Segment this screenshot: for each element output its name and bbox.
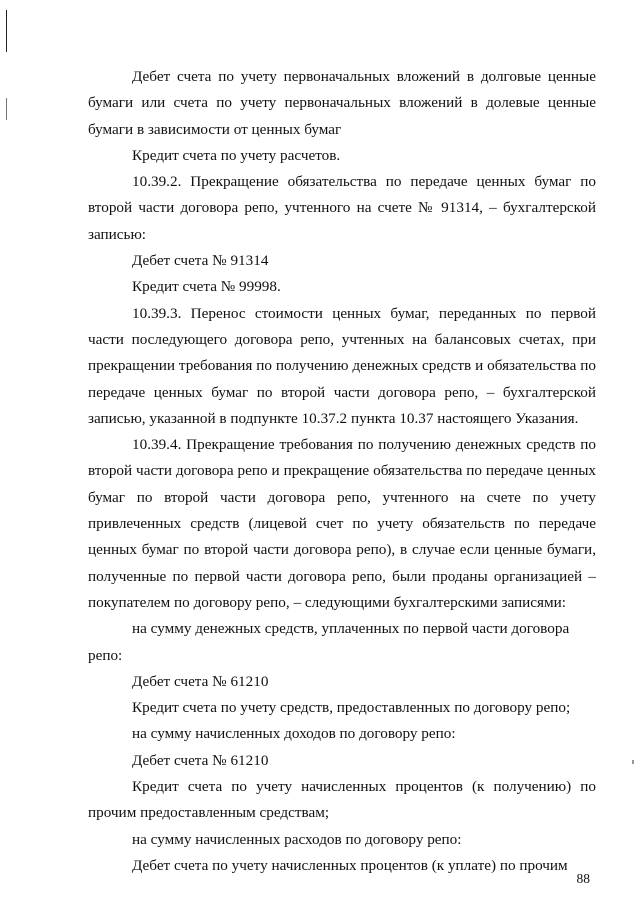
paragraph-debit-91314: Дебет счета № 91314 <box>132 252 269 270</box>
paragraph-credit-funds-provided: Кредит счета по учету средств, предоставленных по договору репо; <box>132 699 571 717</box>
paragraph-accrued-expenses: на сумму начисленных расходов по договору репо: <box>132 830 462 848</box>
paragraph-10-39-2: 10.39.2. Прекращение обязательства по передаче ценных бумаг по второй части договора репо, учтенного на счете № 91314, – бухгалтерской записью: <box>88 173 596 243</box>
paragraph-credit-accrued-interest: Кредит счета по учету начисленных процентов (к получению) по прочим предоставленным средствам; <box>88 778 596 822</box>
paragraph-debit-initial-investments: Дебет счета по учету первоначальных вложений в долговые ценные бумаги или счета по учету первоначальных вложений в долевые ценные бумаги в зависимости от ценных бумаг <box>88 68 596 138</box>
paragraph-debit-61210: Дебет счета № 61210 <box>132 672 269 690</box>
paragraph-credit-99998: Кредит счета № 99998. <box>132 278 281 296</box>
paragraph-debit-61210-second: Дебет счета № 61210 <box>132 751 269 769</box>
paragraph-amount-paid: на сумму денежных средств, уплаченных по первой части договора репо: <box>88 620 570 664</box>
paragraph-accrued-income: на сумму начисленных доходов по договору репо: <box>132 725 456 743</box>
scan-margin-line <box>6 98 7 120</box>
paragraph-10-39-3: 10.39.3. Перенос стоимости ценных бумаг, переданных по первой части последующего договора репо, учтенных на балансовых счетах, при прекращении требования по получению денежных средств и обязательства по передаче ценных бумаг по второй части договора репо, – бухгалтерской записью, указанной в подпункте 10.37.2 пункта 10.37 настоящего Указания. <box>88 304 596 427</box>
page-number: 88 <box>576 871 590 886</box>
paragraph-credit-settlements: Кредит счета по учету расчетов. <box>132 146 341 164</box>
scan-margin-line <box>6 10 7 52</box>
document-body <box>88 64 596 879</box>
scan-artifact <box>632 760 634 764</box>
paragraph-debit-accrued-interest: Дебет счета по учету начисленных процентов (к уплате) по прочим <box>132 856 568 874</box>
paragraph-10-39-4: 10.39.4. Прекращение требования по получению денежных средств по второй части договора репо и прекращение обязательства по передаче ценных бумаг по второй части договора репо, учтенного на счете по учету привлеченных средств (лицевой счет по учету обязательств по передаче ценных бумаг по второй части договора репо), в случае если ценные бумаги, полученные по первой части договора репо, были проданы организацией – покупателем по договору репо, – следующими бухгалтерскими записями: <box>88 436 596 611</box>
